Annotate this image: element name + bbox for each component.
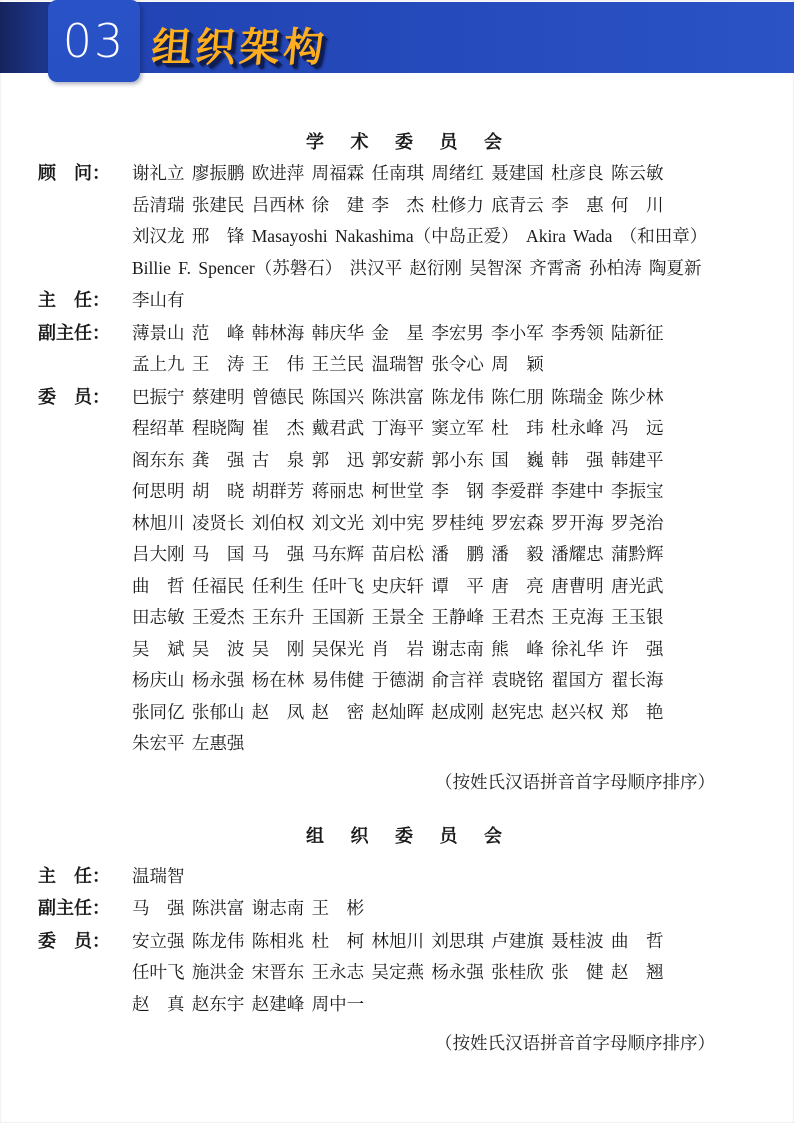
banner-title: 组织架构 <box>149 25 330 71</box>
name-line: 任叶飞 施洪金 宋晋东 王永志 吴定燕 杨永强 张桂欣 张 健 赵 翘 <box>132 962 664 982</box>
name-line: 田志敏 王爱杰 王东升 王国新 王景全 王静峰 王君杰 王克海 王玉银 <box>132 607 664 627</box>
sorting-note: （按姓氏汉语拼音首字母顺序排序） <box>435 771 715 792</box>
deputy-director-names <box>132 893 770 925</box>
deputy-director-names <box>132 318 770 381</box>
document-body <box>0 73 794 1054</box>
name-line: 赵 真 赵东宇 赵建峰 周中一 <box>132 993 365 1014</box>
members-label: 委 员： <box>38 930 110 951</box>
name-line: 吴 斌 吴 波 吴 刚 吴保光 肖 岩 谢志南 熊 峰 徐礼华 许 强 <box>132 638 664 659</box>
name-line: 林旭川 凌贤长 刘伯权 刘文光 刘中宪 罗桂纯 罗宏森 罗开海 罗尧治 <box>132 512 664 533</box>
advisors-label: 顾 问： <box>38 163 110 183</box>
name-line: 孟上九 王 涛 王 伟 王兰民 温瑞智 张令心 周 颖 <box>132 354 544 374</box>
director-row <box>38 861 770 893</box>
members-label: 委 员： <box>38 386 110 407</box>
deputy-director-label: 副主任： <box>38 322 110 343</box>
section-number: 03 <box>62 14 126 68</box>
members-row <box>38 382 770 760</box>
name-line: 李山有 <box>132 290 185 310</box>
name-line: 马 强 陈洪富 谢志南 王 彬 <box>132 898 365 918</box>
academic-committee-title: 学 术 委 员 会 <box>306 132 513 152</box>
members-row <box>38 926 770 1021</box>
name-line: 安立强 陈龙伟 陈相兆 杜 柯 林旭川 刘思琪 卢建旗 聂桂波 曲 哲 <box>132 930 664 951</box>
director-row <box>38 285 770 317</box>
name-line: 吕大刚 马 国 马 强 马东辉 苗启松 潘 鹏 潘 毅 潘耀忠 蒲黔辉 <box>132 544 664 564</box>
name-line: 杨庆山 杨永强 杨在林 易伟健 于德湖 俞言祥 袁晓铭 翟国方 翟长海 <box>132 670 664 690</box>
name-line: 曲 哲 任福民 任利生 任叶飞 史庆轩 谭 平 唐 亮 唐曹明 唐光武 <box>132 575 664 596</box>
name-line: 岳清瑞 张建民 吕西林 徐 建 李 杰 杜修力 底青云 李 惠 何 川 <box>132 194 664 215</box>
sorting-note: （按姓氏汉语拼音首字母顺序排序） <box>435 1033 715 1053</box>
name-line: 张同亿 张郁山 赵 凤 赵 密 赵灿晖 赵成刚 赵宪忠 赵兴权 郑 艳 <box>132 701 664 722</box>
advisors-row <box>38 158 770 284</box>
deputy-director-label: 副主任： <box>38 898 110 918</box>
director-names <box>132 861 770 893</box>
name-line: Billie F. Spencer（苏磐石） 洪汉平 赵衍刚 吴智深 齐霄斋 孙柏涛 陶夏新 <box>132 257 702 278</box>
organizing-committee-title: 组 织 委 员 会 <box>306 825 513 846</box>
members-names <box>132 926 770 1021</box>
name-line: 谢礼立 廖振鹏 欧进萍 周福霖 任南琪 周绪红 聂建国 杜彦良 陈云敏 <box>132 163 664 183</box>
section-number-badge <box>48 0 140 82</box>
advisors-names <box>132 158 770 284</box>
name-line: 巴振宁 蔡建明 曾德民 陈国兴 陈洪富 陈龙伟 陈仁朋 陈瑞金 陈少林 <box>132 386 664 407</box>
director-names <box>132 285 770 317</box>
name-line: 程绍革 程晓陶 崔 杰 戴君武 丁海平 窦立军 杜 玮 杜永峰 冯 远 <box>132 418 664 438</box>
director-label: 主 任： <box>38 865 110 886</box>
name-line: 刘汉龙 邢 锋 Masayoshi Nakashima（中岛正爱） Akira Wada （和田章） <box>132 226 708 246</box>
name-line: 温瑞智 <box>132 865 185 886</box>
name-line: 何思明 胡 晓 胡群芳 蒋丽忠 柯世堂 李 钢 李爱群 李建中 李振宝 <box>132 481 664 501</box>
name-line: 薄景山 范 峰 韩林海 韩庆华 金 星 李宏男 李小军 李秀领 陆新征 <box>132 322 664 343</box>
director-label: 主 任： <box>38 290 110 310</box>
deputy-director-row <box>38 318 770 381</box>
name-line: 朱宏平 左惠强 <box>132 733 245 753</box>
members-names <box>132 382 770 760</box>
deputy-director-row <box>38 893 770 925</box>
name-line: 阁东东 龚 强 古 泉 郭 迅 郭安薪 郭小东 国 巍 韩 强 韩建平 <box>132 449 664 470</box>
